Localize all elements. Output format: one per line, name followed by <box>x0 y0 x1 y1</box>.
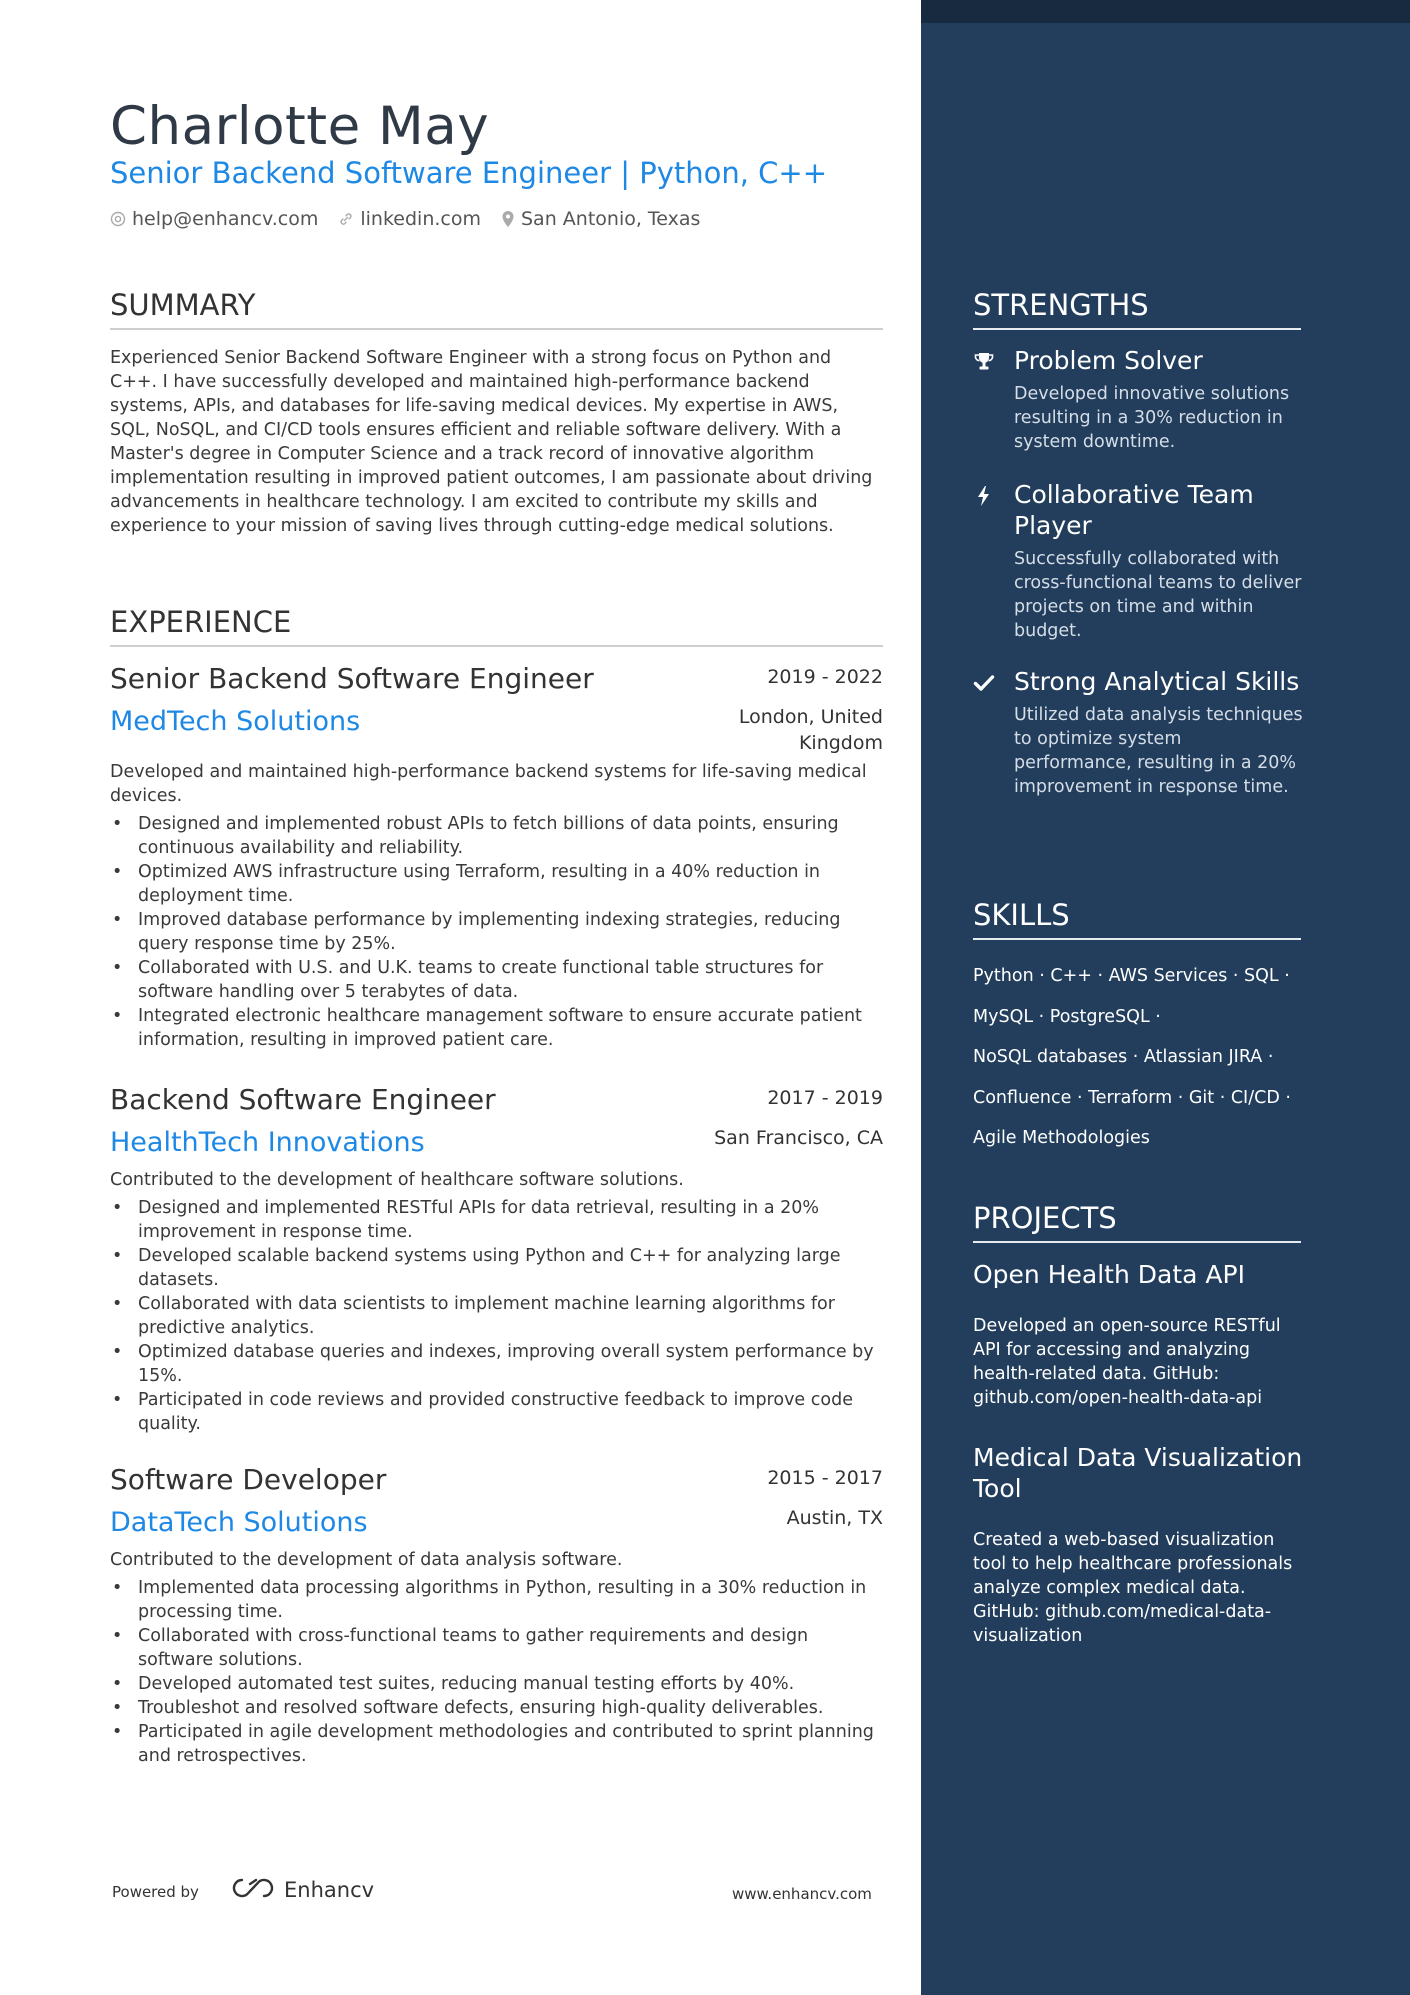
job-bullet: • Participated in code reviews and provided constructive feedback to improve code quality. <box>110 1388 883 1436</box>
summary-heading: SUMMARY <box>110 288 883 330</box>
project-description: Developed an open-source RESTful API for accessing and analyzing health-related data. GitHub: github.com/open-health-data-api <box>973 1316 1281 1408</box>
job-bullet-list <box>110 1196 883 1436</box>
job-bullet: • Participated in agile development methodologies and contributed to sprint planning and retrospectives. <box>110 1720 883 1768</box>
footer-brand-logo[interactable] <box>230 1876 374 1904</box>
sidebar-top-band <box>921 0 1410 23</box>
job-bullet: • Integrated electronic healthcare management software to ensure accurate patient information, resulting in improved patient care. <box>110 1004 883 1052</box>
strength-item <box>973 666 1303 799</box>
job-location: Austin, TX <box>786 1507 883 1529</box>
at-icon <box>110 211 126 227</box>
projects-heading: PROJECTS <box>973 1201 1301 1243</box>
project-item <box>973 1442 1303 1648</box>
footer-url[interactable]: www.enhancv.com <box>732 1885 872 1903</box>
job-bullet-list <box>110 812 883 1052</box>
summary-text: Experienced Senior Backend Software Engineer with a strong focus on Python and C++. I have successfully developed and maintained high-performance backend systems, APIs, and databases for life-saving medical devices. My expertise in AWS, SQL, NoSQL, and CI/CD tools ensures efficient and reliable software delivery. With a Master's degree in Computer Science and a track record of innovative algorithm implementation resulting in improved patient outcomes, I am passionate about driving advancements in healthcare technology. I am excited to contribute my skills and experience to your mission of saving lives through cutting-edge medical solutions. <box>110 348 873 536</box>
location-pin-icon <box>501 210 515 228</box>
job-bullet: • Improved database performance by implementing indexing strategies, reducing query response time by 25%. <box>110 908 883 956</box>
job-dates: 2015 - 2017 <box>767 1467 883 1489</box>
job-company: MedTech Solutions <box>110 706 361 737</box>
job-description: Developed and maintained high-performance backend systems for life-saving medical devices. <box>110 762 867 806</box>
job-bullet: • Collaborated with U.S. and U.K. teams to create functional table structures for software handling over 5 terabytes of data. <box>110 956 883 1004</box>
job-role: Backend Software Engineer <box>110 1083 496 1116</box>
strength-title: Problem Solver <box>1014 346 1203 375</box>
contact-location <box>501 208 700 230</box>
job-bullet: • Developed scalable backend systems using Python and C++ for analyzing large datasets. <box>110 1244 883 1292</box>
skills-line: Agile Methodologies <box>973 1128 1150 1148</box>
job-role: Senior Backend Software Engineer <box>110 662 594 695</box>
skills-list <box>973 956 1313 1159</box>
strength-description: Developed innovative solutions resulting in a 30% reduction in system downtime. <box>1014 384 1290 452</box>
skills-line: MySQL · PostgreSQL · <box>973 1006 1161 1027</box>
location-text: San Antonio, Texas <box>521 208 701 230</box>
job-bullet: • Implemented data processing algorithms in Python, resulting in a 30% reduction in processing time. <box>110 1576 883 1624</box>
job-bullet: • Developed automated test suites, reducing manual testing efforts by 40%. <box>110 1672 883 1696</box>
project-title: Medical Data Visualization Tool <box>973 1443 1303 1503</box>
project-title: Open Health Data API <box>973 1260 1245 1289</box>
project-description: Created a web-based visualization tool to help healthcare professionals analyze complex medical data. GitHub: github.com/medical-data-visualization <box>973 1530 1293 1646</box>
job-company: DataTech Solutions <box>110 1507 368 1538</box>
job-description: Contributed to the development of healthcare software solutions. <box>110 1170 684 1190</box>
job-dates: 2019 - 2022 <box>767 666 883 688</box>
job-bullet: • Optimized database queries and indexes, improving overall system performance by 15%. <box>110 1340 883 1388</box>
job-role: Software Developer <box>110 1463 387 1496</box>
trophy-icon <box>973 351 995 373</box>
job-description: Contributed to the development of data analysis software. <box>110 1550 623 1570</box>
check-icon <box>973 672 995 694</box>
experience-heading: EXPERIENCE <box>110 605 883 647</box>
job-bullet: • Troubleshot and resolved software defects, ensuring high-quality deliverables. <box>110 1696 883 1720</box>
job-company: HealthTech Innovations <box>110 1127 425 1158</box>
skills-line: Confluence · Terraform · Git · CI/CD · <box>973 1087 1291 1108</box>
skills-line: NoSQL databases · Atlassian JIRA · <box>973 1047 1274 1067</box>
job-dates: 2017 - 2019 <box>767 1087 883 1109</box>
skills-line: Python · C++ · AWS Services · SQL · <box>973 966 1290 986</box>
job-entry <box>110 1463 883 1768</box>
job-bullet: • Collaborated with cross-functional teams to gather requirements and design software solutions. <box>110 1624 883 1672</box>
contact-row <box>110 208 700 230</box>
job-bullet: • Designed and implemented RESTful APIs for data retrieval, resulting in a 20% improvement in response time. <box>110 1196 883 1244</box>
contact-email[interactable] <box>110 208 318 230</box>
enhancv-logo-icon <box>230 1876 276 1904</box>
email-text: help@enhancv.com <box>132 208 319 230</box>
strength-title: Strong Analytical Skills <box>1014 667 1300 696</box>
job-entry <box>110 662 883 1052</box>
footer-powered-by: Powered by <box>112 1883 199 1901</box>
strength-item <box>973 345 1303 454</box>
candidate-name: Charlotte May <box>110 96 490 157</box>
job-entry <box>110 1083 883 1436</box>
link-icon <box>338 211 354 227</box>
job-bullet: • Designed and implemented robust APIs to fetch billions of data points, ensuring continuous availability and reliability. <box>110 812 883 860</box>
bolt-icon <box>973 485 995 507</box>
project-item <box>973 1259 1303 1410</box>
strength-title: Collaborative Team Player <box>1014 480 1254 540</box>
job-bullet: • Collaborated with data scientists to implement machine learning algorithms for predictive analytics. <box>110 1292 883 1340</box>
job-bullet-list <box>110 1576 883 1768</box>
skills-heading: SKILLS <box>973 898 1301 940</box>
strengths-heading: STRENGTHS <box>973 288 1301 330</box>
strength-description: Utilized data analysis techniques to optimize system performance, resulting in a 20% improvement in response time. <box>1014 705 1303 797</box>
job-bullet: • Optimized AWS infrastructure using Terraform, resulting in a 40% reduction in deployment time. <box>110 860 883 908</box>
strength-description: Successfully collaborated with cross-functional teams to deliver projects on time and within budget. <box>1014 549 1302 641</box>
strength-item <box>973 479 1303 643</box>
job-location: London, United Kingdom <box>738 706 883 754</box>
footer-brand-text: Enhancv <box>284 1878 375 1902</box>
contact-linkedin[interactable] <box>338 208 481 230</box>
job-location: San Francisco, CA <box>714 1127 883 1149</box>
candidate-title: Senior Backend Software Engineer | Python, C++ <box>110 156 828 190</box>
linkedin-text: linkedin.com <box>360 208 481 230</box>
